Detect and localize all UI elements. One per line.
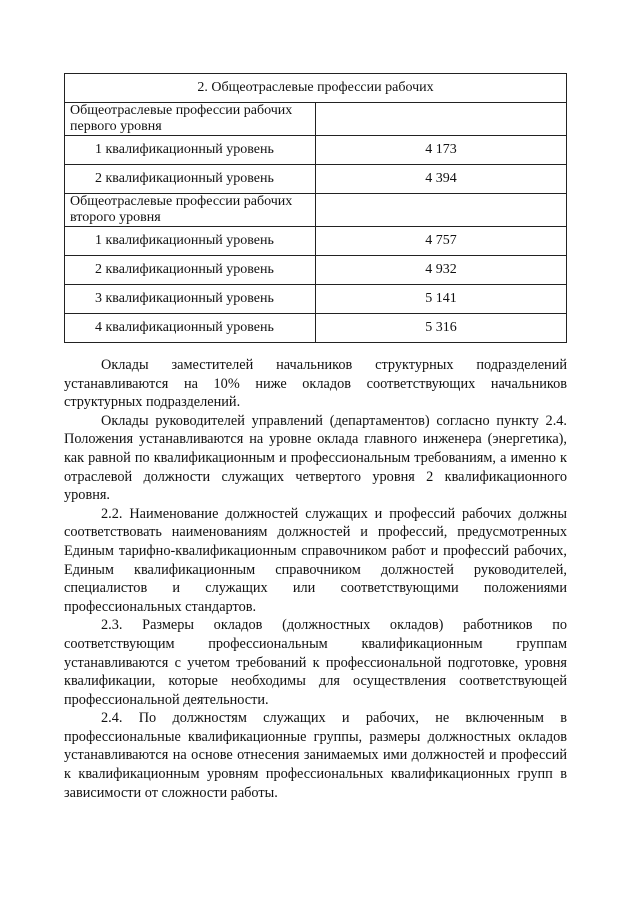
- level-label: 2 квалификационный уровень: [65, 165, 316, 194]
- level-label: 4 квалификационный уровень: [65, 314, 316, 343]
- salary-value: 4 932: [316, 256, 567, 285]
- level-label: 1 квалификационный уровень: [65, 136, 316, 165]
- level-label: 1 квалификационный уровень: [65, 227, 316, 256]
- table-row: [65, 227, 567, 256]
- salary-value: 4 173: [316, 136, 567, 165]
- body-text: [64, 356, 567, 802]
- table-row: [65, 256, 567, 285]
- paragraph: Оклады заместителей начальников структурных подразделений устанавливаются на 10% ниже окладов соответствующих начальников структурных подразделений.: [64, 357, 567, 411]
- empty-cell: [316, 194, 567, 227]
- group-title: Общеотраслевые профессии рабочих второго уровня: [65, 194, 316, 227]
- group-title: Общеотраслевые профессии рабочих первого уровня: [65, 103, 316, 136]
- table-row: [65, 165, 567, 194]
- salary-value: 5 316: [316, 314, 567, 343]
- level-label: 2 квалификационный уровень: [65, 256, 316, 285]
- table-heading-row: [65, 74, 567, 103]
- salary-value: 4 394: [316, 165, 567, 194]
- table-row: [65, 314, 567, 343]
- empty-cell: [316, 103, 567, 136]
- paragraph: 2.3. Размеры окладов (должностных окладов) работников по соответствующим профессиональным квалификационным группам устанавливаются с учетом требований к профессиональной подготовке, уровня квалификации, которые необходимы для осуществления соответствующей профессиональной деятельности.: [64, 617, 567, 708]
- table-row: [65, 136, 567, 165]
- salary-table: [64, 73, 567, 343]
- paragraph: Оклады руководителей управлений (департаментов) согласно пункту 2.4. Положения устанавливаются на уровне оклада главного инженера (энергетика), как равной по квалификационным и профессиональным требованиям, а именно к отраслевой должности служащих четвертого уровня 2 квалификационного уровня.: [64, 412, 567, 504]
- paragraph: 2.2. Наименование должностей служащих и профессий рабочих должны соответствовать наименованиям должностей и профессий, предусмотренных Единым тарифно-квалификационным справочником работ и профессий рабочих, Единым квалификационным справочником должностей руководителей, специалистов и служащих или соответствующими положениями профессиональных стандартов.: [64, 505, 567, 615]
- table-row: [65, 285, 567, 314]
- paragraph: 2.4. По должностям служащих и рабочих, не включенным в профессиональные квалификационные группы, размеры должностных окладов устанавливаются на основе отнесения занимаемых ими должностей и профессий к квалификационным уровням профессиональных квалификационных групп в зависимости от сложности работы.: [64, 710, 567, 801]
- group-title-row: [65, 194, 567, 227]
- salary-value: 4 757: [316, 227, 567, 256]
- table-heading: 2. Общеотраслевые профессии рабочих: [65, 74, 567, 103]
- level-label: 3 квалификационный уровень: [65, 285, 316, 314]
- salary-value: 5 141: [316, 285, 567, 314]
- group-title-row: [65, 103, 567, 136]
